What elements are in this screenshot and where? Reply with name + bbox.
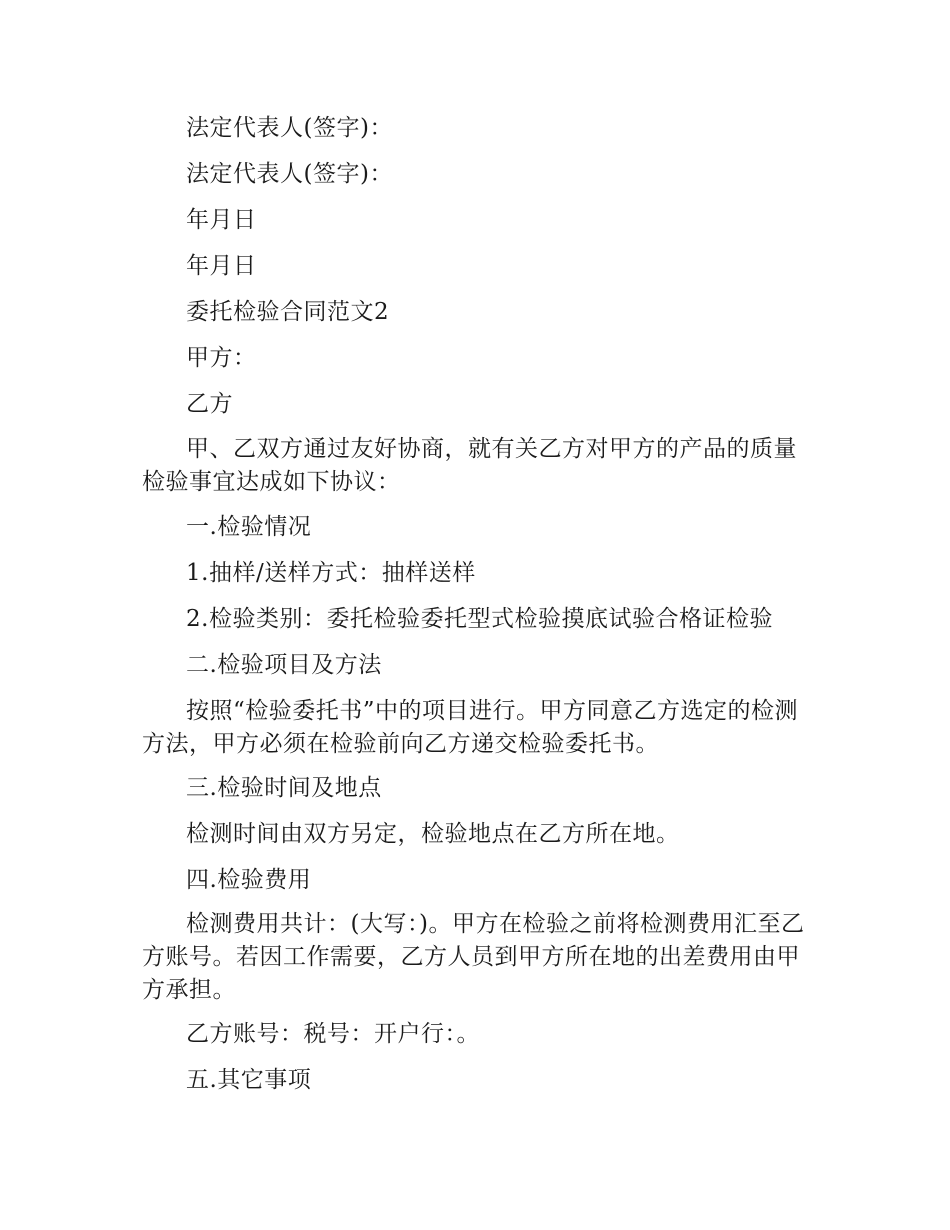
section-2-paragraph: 按照“检验委托书”中的项目进行。甲方同意乙方选定的检测方法，甲方必须在检验前向乙方递交检验委托书。	[142, 698, 799, 757]
intro-paragraph: 甲、乙双方通过友好协商，就有关乙方对甲方的产品的质量检验事宜达成如下协议：	[142, 436, 797, 495]
section-1-item-2: 2.检验类别：委托检验委托型式检验摸底试验合格证检验	[186, 606, 773, 632]
legal-rep-signature-1: 法定代表人(签字)：	[186, 115, 393, 141]
section-4-title: 四.检验费用	[186, 867, 312, 893]
section-1-item-1: 1.抽样/送样方式：抽样送样	[186, 560, 476, 586]
section-5-title: 五.其它事项	[186, 1067, 312, 1093]
section-3-title: 三.检验时间及地点	[186, 775, 382, 801]
contract-title: 委托检验合同范文2	[186, 299, 390, 325]
party-a-label: 甲方：	[186, 345, 257, 371]
date-line-1: 年月日	[186, 207, 257, 233]
section-2-title: 二.检验项目及方法	[186, 652, 382, 678]
section-4-account: 乙方账号：税号：开户行：。	[186, 1021, 480, 1047]
date-line-2: 年月日	[186, 253, 257, 279]
section-1-title: 一.检验情况	[186, 514, 312, 540]
party-b-label: 乙方	[186, 391, 233, 417]
section-3-text: 检测时间由双方另定，检验地点在乙方所在地。	[186, 821, 680, 847]
legal-rep-signature-2: 法定代表人(签字)：	[186, 161, 393, 187]
section-4-paragraph: 检测费用共计：(大写：)。甲方在检验之前将检测费用汇至乙方账号。若因工作需要，乙方人员到甲方所在地的出差费用由甲方承担。	[142, 911, 805, 1003]
